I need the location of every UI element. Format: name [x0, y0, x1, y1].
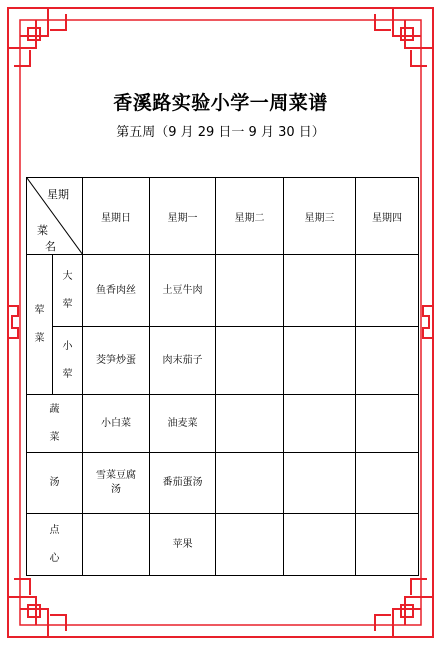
dish-cell: 苹果: [150, 514, 216, 576]
hun-label-char-1: 荤: [34, 304, 45, 316]
hun-category-label: [27, 255, 53, 395]
dish-cell: [356, 395, 419, 453]
dish-cell: [284, 327, 356, 395]
dish-cell: 油麦菜: [150, 395, 216, 453]
dish-cell: [216, 514, 284, 576]
day-header-tue: 星期二: [216, 178, 284, 255]
dianxin-label: [27, 514, 83, 576]
day-header-sun: 星期日: [83, 178, 150, 255]
day-header-mon: 星期一: [150, 178, 216, 255]
corner-dish-label-1: 菜: [37, 224, 48, 237]
page-title: 香溪路实验小学一周菜谱: [113, 92, 328, 114]
dish-cell: 番茄蛋汤: [150, 453, 216, 514]
table-row-da-hun: [27, 255, 419, 327]
table-row-shucai: [27, 395, 419, 453]
xiao-label-char-1: 小: [62, 340, 73, 352]
dish-cell: [284, 453, 356, 514]
dish-cell: 肉末茄子: [150, 327, 216, 395]
dish-cell: [216, 453, 284, 514]
table-row-xiao-hun: [27, 327, 419, 395]
dish-cell: 茭笋炒蛋: [83, 327, 150, 395]
dian-label-char-1: 点: [49, 524, 60, 536]
dish-cell: 土豆牛肉: [150, 255, 216, 327]
corner-dish-label-2: 名: [45, 240, 56, 253]
hun-label-char-2: 菜: [34, 332, 45, 344]
day-header-wed: 星期三: [284, 178, 356, 255]
dish-cell: [356, 327, 419, 395]
shucai-label: [27, 395, 83, 453]
dian-label-char-2: 心: [49, 552, 60, 564]
dish-cell: 雪菜豆腐汤: [83, 453, 150, 514]
corner-weekday-label: 星期: [47, 188, 69, 201]
tang-label: 汤: [27, 453, 83, 514]
dish-cell: [284, 395, 356, 453]
table-row-tang: [27, 453, 419, 514]
table-row-dianxin: [27, 514, 419, 576]
dish-cell: [83, 514, 150, 576]
dish-cell: [216, 255, 284, 327]
dish-cell: [356, 514, 419, 576]
dish-cell: 小白菜: [83, 395, 150, 453]
corner-header-cell: [27, 178, 83, 255]
xiao-label-char-2: 荤: [62, 368, 73, 380]
menu-table: [26, 177, 419, 576]
dish-cell: [284, 514, 356, 576]
header-row: [27, 178, 419, 255]
dish-cell: [216, 395, 284, 453]
shu-label-char-1: 蔬: [49, 403, 60, 415]
dish-cell: 鱼香肉丝: [83, 255, 150, 327]
dish-cell: [216, 327, 284, 395]
dish-cell: [284, 255, 356, 327]
da-label-char-1: 大: [62, 270, 73, 282]
dish-cell: [356, 255, 419, 327]
shu-label-char-2: 菜: [49, 431, 60, 443]
xiao-hun-label: [53, 327, 83, 395]
da-hun-label: [53, 255, 83, 327]
day-header-thu: 星期四: [356, 178, 419, 255]
da-label-char-2: 荤: [62, 298, 73, 310]
dish-cell: [356, 453, 419, 514]
week-subtitle: 第五周（9 月 29 日一 9 月 30 日）: [116, 125, 325, 140]
